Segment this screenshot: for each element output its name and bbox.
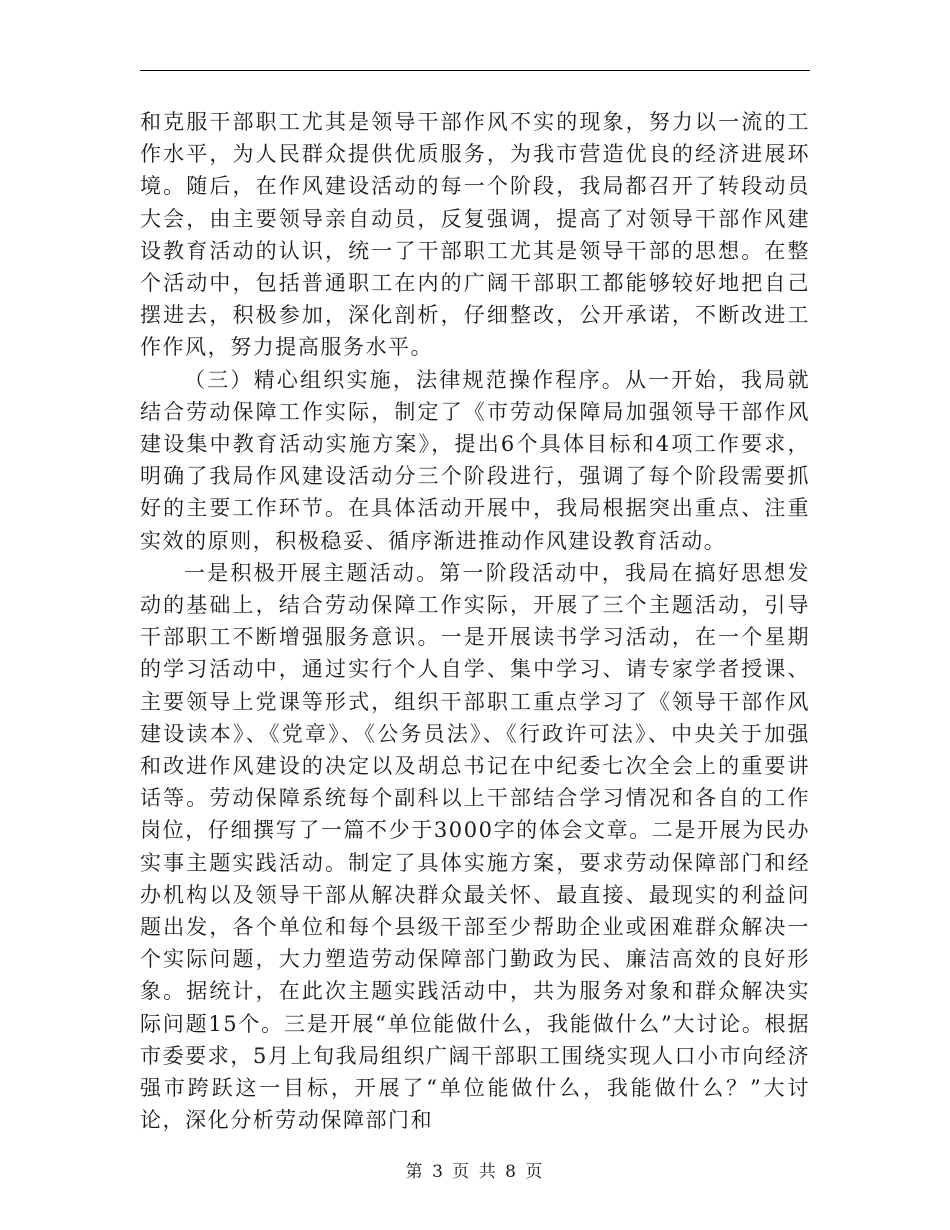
page-number-footer: 第 3 页 共 8 页 bbox=[405, 1162, 545, 1182]
header-rule bbox=[140, 70, 810, 71]
paragraph-theme-activities: 一是积极开展主题活动。第一阶段活动中，我局在搞好思想发动的基础上，结合劳动保障工作实际，开展了三个主题活动，引导干部职工不断增强服务意识。一是开展读书学习活动，在一个星期的学习活动中，通过实行个人自学、集中学习、请专家学者授课、主要领导上党课等形式，组织干部职工重点学习了《领导干部作风建设读本》、《党章》、《公务员法》、《行政许可法》、中央关于加强和改进作风建设的决定以及胡总书记在中纪委七次全会上的重要讲话等。劳动保障系统每个副科以上干部结合学习情况和各自的工作岗位，仔细撰写了一篇不少于3000字的体会文章。二是开展为民办实事主题实践活动。制定了具体实施方案，要求劳动保障部门和经办机构以及领导干部从解决群众最关怀、最直接、最现实的利益问题出发，各个单位和每个县级干部至少帮助企业或困难群众解决一个实际问题，大力塑造劳动保障部门勤政为民、廉洁高效的良好形象。据统计，在此次主题实践活动中，共为服务对象和群众解决实际问题15个。三是开展“单位能做什么，我能做什么”大讨论。根据市委要求，5月上旬我局组织广阔干部职工围绕实现人口小市向经济强市跨跃这一目标，开展了“单位能做什么，我能做什么？”大讨论，深化分析劳动保障部门和 bbox=[140, 560, 810, 1133]
paragraph-continuation: 和克服干部职工尤其是领导干部作风不实的现象，努力以一流的工作水平，为人民群众提供优质服务，为我市营造优良的经济进展环境。随后，在作风建设活动的每一个阶段，我局都召开了转段动员大会，由主要领导亲自动员，反复强调，提高了对领导干部作风建设教育活动的认识，统一了干部职工尤其是领导干部的思想。在整个活动中，包括普通职工在内的广阔干部职工都能够较好地把自己摆进去，积极参加，深化剖析，仔细整改，公开承诺，不断改进工作作风，努力提高服务水平。 bbox=[140, 110, 810, 360]
document-body bbox=[140, 106, 810, 1137]
paragraph-section-three: （三）精心组织实施，法律规范操作程序。从一开始，我局就结合劳动保障工作实际，制定了《市劳动保障局加强领导干部作风建设集中教育活动实施方案》，提出6个具体目标和4项工作要求，明确了我局作风建设活动分三个阶段进行，强调了每个阶段需要抓好的主要工作环节。在具体活动开展中，我局根据突出重点、注重实效的原则，积极稳妥、循序渐进推动作风建设教育活动。 bbox=[140, 367, 810, 553]
